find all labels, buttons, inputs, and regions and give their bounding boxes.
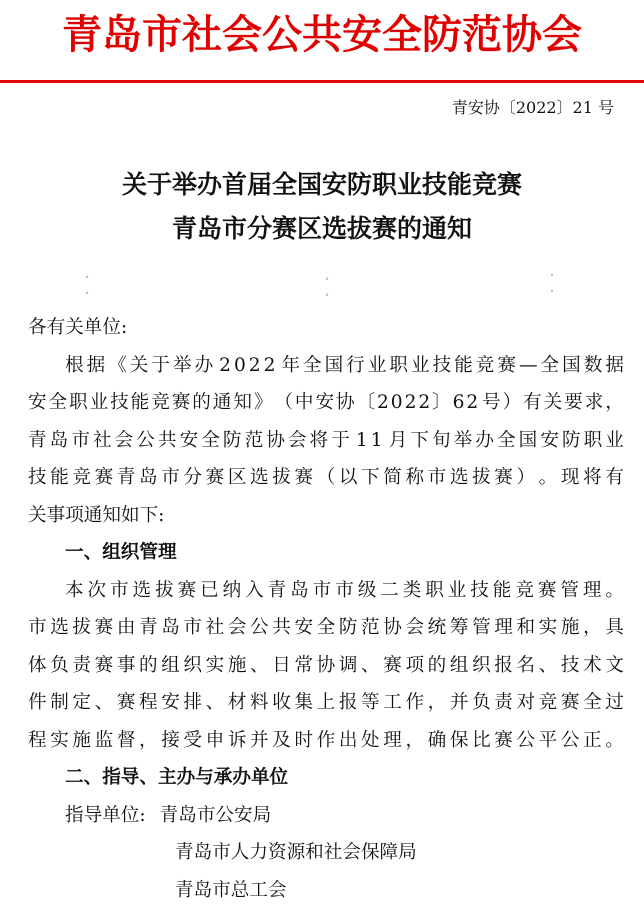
document-number: 青安协〔2022〕21 号 [451, 98, 614, 117]
guide-unit-name: 青岛市总工会 [175, 879, 287, 901]
document-body [28, 309, 624, 909]
paragraph-line: 安 全 职 业 技 能 竞 赛 的 通 知 》 （ 中 安 协 〔 2 0 2 2 〕 6 2 号 ） 有 关 要 求 ， [28, 392, 624, 413]
binding-dots-decoration: • • [324, 275, 330, 300]
paragraph-line: 体 负 责 赛 事 的 组 织 实 施 、 日 常 协 调 、 赛 项 的 组 织 报 名 、 技 术 文 [28, 654, 624, 676]
paragraph-line: 青 岛 市 社 会 公 共 安 全 防 范 协 会 将 于 1 1 月 下 旬 举 办 全 国 安 防 职 业 [28, 429, 624, 451]
paragraph-line: 关事项通知如下: [28, 504, 165, 526]
organization-header: 青岛市社会公共安全防范协会 [62, 12, 582, 58]
guide-unit-label: 指导单位: [65, 804, 146, 826]
guide-unit-name: 青岛市人力资源和社会保障局 [175, 842, 417, 863]
section-heading-2: 二、指导、主办与承办单位 [65, 767, 289, 788]
guide-unit-row [28, 797, 624, 835]
title-line-2: 青岛市分赛区选拔赛的通知 [171, 214, 472, 243]
paragraph-line: 本 次 市 选 拔 赛 已 纳 入 青 岛 市 市 级 二 类 职 业 技 能 竞 赛 管 理 。 [65, 579, 624, 601]
salutation: 各有关单位: [28, 317, 128, 338]
paragraph-line: 件 制 定 、 赛 程 安 排 、 材 料 收 集 上 报 等 工 作 ， 并 负 责 对 竞 赛 全 过 [28, 692, 624, 713]
binding-dots-decoration: • • [549, 271, 555, 296]
paragraph-line: 技 能 竞 赛 青 岛 市 分 赛 区 选 拔 赛 （ 以 下 简 称 市 选 拔 赛 ） 。 现 将 有 [28, 467, 624, 488]
title-line-1: 关于举办首届全国安防职业技能竞赛 [121, 170, 522, 199]
section-heading-1: 一、组织管理 [65, 542, 177, 563]
paragraph-line: 市 选 拔 赛 由 青 岛 市 社 会 公 共 安 全 防 范 协 会 统 筹 管 理 和 实 施 ， 具 [28, 617, 624, 638]
binding-dots-decoration: • • [84, 273, 90, 298]
red-header-rule [0, 80, 644, 83]
guide-unit-name: 青岛市公安局 [159, 804, 272, 826]
paragraph-line: 根 据 《 关 于 举 办 2 0 2 2 年 全 国 行 业 职 业 技 能 竞 赛 — 全 国 数 据 [65, 354, 624, 376]
paragraph-line: 程 实 施 监 督 ， 接 受 申 诉 并 及 时 作 出 处 理 ， 确 保 比 赛 公 平 公 正 。 [28, 729, 624, 751]
